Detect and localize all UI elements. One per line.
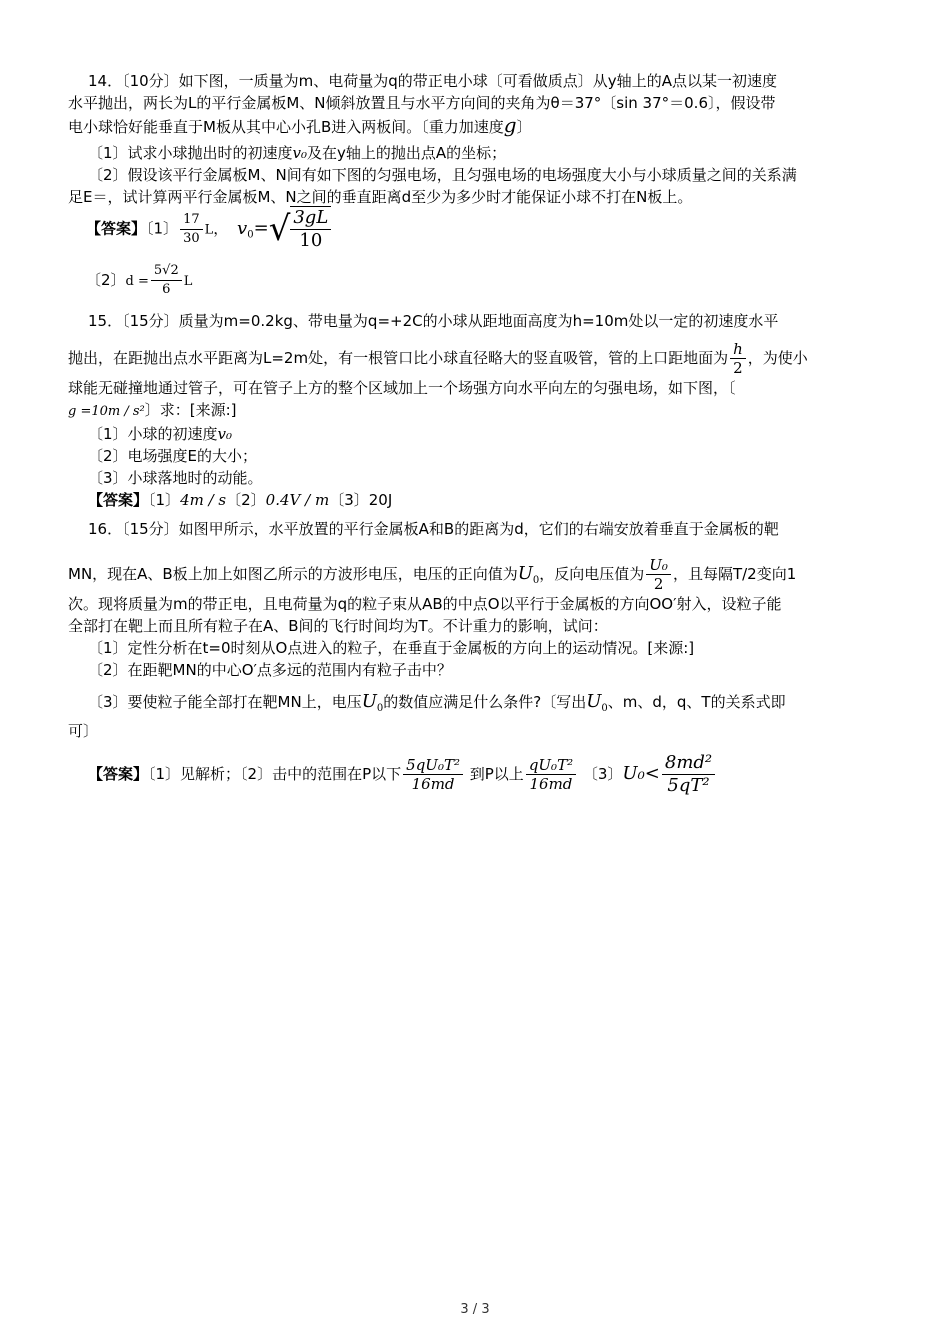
u0-half-fraction: $\frac{\text{U₀}}{2}$: [646, 556, 671, 593]
q14-sub2a: 〔2〕假设该平行金属板M、N间有如下图的匀强电场，且匀强电场的电场强度大小与小球质量之间的关系满: [88, 166, 797, 184]
q15-answer: 【答案】〔1〕4m / s〔2〕0.4V / m〔3〕20J: [88, 491, 393, 509]
gravity-symbol: g: [503, 113, 517, 137]
answer-fraction-condition: $\frac{\text{8md²}}{\text{5qT²}}$: [662, 752, 715, 797]
page-number: 3 / 3: [460, 1302, 490, 1317]
q14-sub1: 〔1〕试求小球抛出时的初速度v₀及在y轴上的抛出点A的坐标；: [88, 144, 507, 162]
answer-fraction-upper: $\frac{\text{qU₀T²}}{16md}$: [526, 756, 576, 793]
q14-sub2b: 足E＝，试计算两平行金属板M、N之间的垂直距离d至少为多少时才能保证小球不打在N板上。: [68, 188, 693, 206]
answer-fraction: $\frac{17}{30}$: [180, 211, 203, 248]
q15-sub1: 〔1〕小球的初速度v₀: [88, 425, 233, 443]
q16-sub3: 〔3〕要使粒子能全部打在靶MN上，电压$U_0$的数值应满足什么条件?〔写出$U_0$、m、d，q、T的关系式即: [88, 691, 786, 714]
v0-symbol: v₀: [292, 144, 308, 162]
q14-line3: 电小球恰好能垂直于M板从其中心小孔B进入两板间。〔重力加速度g〕: [68, 113, 532, 137]
q16-sub2: 〔2〕在距靶MN的中心O′点多远的范围内有粒子击中？: [88, 661, 452, 679]
q14-line1: 14．〔10分〕如下图，一质量为m、电荷量为q的带正电小球〔可看做质点〕从y轴上的A点以某一初速度: [88, 72, 777, 90]
q16-line3: 次。现将质量为m的带正电，且电荷量为q的粒子束从AB的中点O以平行于金属板的方向OO′射入，设粒子能: [68, 595, 782, 613]
q15-line1: 15．〔15分〕质量为m=0.2kg、带电量为q=+2C的小球从距地面高度为h=10m处以一定的初速度水平: [88, 312, 779, 330]
q14-answer-1: 【答案】〔1〕 $\frac{17}{30}$ L， $v_0=√$ $\frac{3gL}{10}$: [86, 206, 904, 252]
q16-sub3-cont: 可〕: [68, 722, 99, 740]
q15-sub3: 〔3〕小球落地时的动能。: [88, 469, 263, 487]
q16-line2: MN，现在A、B板上加上如图乙所示的方波形电压，电压的正向值为$U_0$，反向电压值为 $\frac{\text{U₀}}{2}$ ，且每隔T/2变向1: [68, 556, 797, 593]
question-15: [68, 310, 886, 511]
q14-answer-2: 〔2〕d = $\frac{5√2}{6}$ L: [86, 263, 193, 297]
q16-line4: 全部打在靶上而且所有粒子在A、B间的飞行时间均为T。不计重力的影响，试问：: [68, 617, 608, 635]
q15-line3: 球能无碰撞地通过管子，可在管子上方的整个区域加上一个场强方向水平向左的匀强电场，如下图，〔: [68, 379, 736, 397]
q16-line1: 16．〔15分〕如图甲所示，水平放置的平行金属板A和B的距离为d，它们的右端安放着垂直于金属板的靶: [88, 520, 779, 538]
q15-line4: g =10m / s²〕求：[来源:]: [68, 401, 237, 419]
question-14: [68, 70, 886, 208]
h-half-fraction: $\frac{h}{2}$: [730, 340, 746, 377]
q15-sub2: 〔2〕电场强度E的大小；: [88, 447, 258, 465]
question-16: [68, 518, 886, 797]
q14-line2: 水平抛出，两长为L的平行金属板M、N倾斜放置且与水平方向间的夹角为θ＝37°〔sin 37°＝0.6〕，假设带: [68, 94, 776, 112]
g-value: g =10m / s²: [68, 404, 145, 419]
q16-sub1: 〔1〕定性分析在t=0时刻从O点进入的粒子，在垂直于金属板的方向上的运动情况。[来源:]: [88, 639, 695, 657]
answer-fraction-lower: $\frac{\text{5qU₀T²}}{16md}$: [403, 756, 463, 793]
q15-line2: 抛出，在距抛出点水平距离为L=2m处，有一根管口比小球直径略大的竖直吸管，管的上口距地面为 $\frac{h}{2}$ ，为使小: [68, 340, 808, 377]
sqrt-expression: √ $\frac{3gL}{10}$: [269, 206, 332, 252]
q16-answer: 【答案】〔1〕见解析；〔2〕击中的范围在P以下 $\frac{\text{5qU₀T²}}{16md}$ 到P以上 $\frac{\text{qU₀T²}}{16md}$ 〔3〕U₀< $\frac{\text{8md²}}{\text{5qT²}}$: [68, 752, 886, 797]
